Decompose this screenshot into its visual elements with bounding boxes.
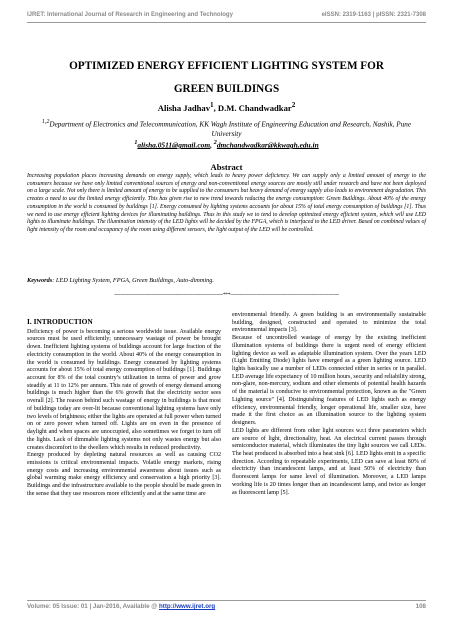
footer-rule <box>27 600 426 601</box>
title-line-2: GREEN BUILDINGS <box>173 83 280 95</box>
keywords-label: Keywords <box>27 277 53 284</box>
author-1-sup: 1 <box>210 101 214 109</box>
affiliation-text: Department of Electronics and Telecommunication, KK Wagh Institute of Engineering Education and Research, Nashik, Pune University <box>49 120 412 138</box>
page-footer <box>27 603 426 610</box>
right-paragraph-3: LED lights are different from other light sources w.r.t three parameters which are source of light, directionality, heat. An electrical current passes through semiconductor material, which illuminates the tiny light sources we call LEDs. The heat produced is absorbed into a heat sink [6]. LED lights emit in a specific direction. According to repeatable experiments, LED can save at least 80% of electricity than incandescent lamps, and at least 50% of electricity than fluorescent lamps for same level of illumination. Moreover, a LED lamps working life is 20 times longer than an incandescent lamp, and twice as longer as fluorescent lamp [5]. <box>232 427 426 496</box>
abstract-body: Increasing population places increasing demands on energy supply, which leads to heavy power deficiency. We can supply only a limited amount of energy to the consumers because we have only limited conventional sources of energy and non-conventional energy sources are mostly still under research and have not been deployed on a large scale. Not only there is limited amount of energy to be supplied to the consumers but heavy demand of energy supply also leads to environment degradation. This creates a need to use the limited energy efficiently. This has given rise to new trend towards reducing the energy consumption: Green Buildings. About 40% of the energy consumption in the world is consumed by buildings [1]. Energy consumed by lighting systems accounts for about 15% of total energy consumption of buildings [1]. Thus we need to use energy efficient lighting devices for illuminating buildings. Thus in this study we to tend to develop optimized energy efficient system, which will use LED lights to illuminate buildings. The illumination intensity of the LED lights will be decided by the FPGA, which is interfaced to the LED driver. Based on combined values of light intensity of the room and occupancy of the room using different sensors, the light output of the LED will be controlled. <box>27 173 427 233</box>
email-separator: , <box>210 140 214 150</box>
page-number: 108 <box>415 603 426 610</box>
email-2-sup: 2 <box>213 140 217 146</box>
right-paragraph-2: Because of uncontrolled wastage of energy by the existing inefficient illumination systems of buildings there is urgent need of energy efficient lighting device as well as adaptable illumination system. Over the years LED (Light Emitting Diode) lights have emerged as a green lighting source. LED lights basically use a number of LEDs connected either in series or in parallel. LED average life expectancy of 10 million hours, security and reliability strong, non-glare, non-mercury, sodium and other elements of potential health hazards of the material is conducive to environmental protection, known as the "Green Lighting source" [4]. Distinguishing features of LED lights such as energy efficiency, environmental friendly, longer operational life, smaller size, have made it the first choice as an illumination source to the lighting system designers. <box>232 335 426 427</box>
right-paragraph-1: environmental friendly. A green building is an environmentally sustainable building, designed, constructed and operated to minimize the total environmental impacts [3]. <box>232 312 426 334</box>
journal-issn: eISSN: 2319-1163 | pISSN: 2321-7308 <box>321 12 426 18</box>
author-emails <box>0 140 453 149</box>
journal-header <box>27 12 426 18</box>
introduction-heading: I. INTRODUCTION <box>27 317 93 326</box>
footer-volume-text: Volume: 05 Issue: 01 | Jan-2016, Available @ <box>27 603 160 610</box>
header-rule <box>27 22 426 23</box>
author-separator: , <box>213 102 218 113</box>
title-line-1: OPTIMIZED ENERGY EFFICIENT LIGHTING SYSTEM FOR <box>69 60 384 72</box>
email-1-link[interactable]: alisha.0511@gmail.com <box>137 140 211 150</box>
journal-url-link[interactable]: http://www.ijret.org <box>159 603 216 610</box>
author-2: D.M. Chandwadkar <box>217 102 292 113</box>
right-column <box>232 312 426 497</box>
left-paragraph-1: Deficiency of power is becoming a serious worldwide issue. Available energy sources must be used efficiently; unnecessary wastage of power be brought down. Inefficient lighting systems of buildings account for large fraction of the electricity consumption in the world. About 40% of the energy consumption in the world is consumed by buildings. Energy consumed by lighting systems accounts for about 15% of total energy consumption of buildings [1]. Buildings account for 8% of the total country’s utilization in terms of power and grow steadily at 11 to 12% per annum. This rate of growth of energy demand among buildings is much higher than the 6% growth that the electricity sector sees overall [2]. The reason behind such wastage of energy in buildings is that most of buildings today are over-lit because conventional lighting systems have only two levels of brightness; either the lights are operated at full power when turned on or zero power when turned off. Lights are on even in the presence of daylight and when spaces are unoccupied, also sometimes we forget to turn off the lights. Lack of dimmable lighting systems not only wastes energy but also creates discomfort to the dwellers which results in reduced productivity. <box>27 328 221 451</box>
paper-title <box>40 55 413 101</box>
email-1-sup: 1 <box>134 140 138 146</box>
abstract-heading: Abstract <box>210 162 243 172</box>
affiliation-sup: 1,2 <box>41 119 50 125</box>
affiliation <box>36 118 417 140</box>
email-2-link[interactable]: dmchandwadkar@kkwagh.edu.in <box>216 140 319 150</box>
keywords <box>27 277 426 284</box>
keywords-text: : LED Lighting System, FPGA, Green Buildings, Auto-dimming. <box>52 277 214 284</box>
author-2-sup: 2 <box>291 101 296 109</box>
author-list <box>0 101 453 113</box>
footer-volume <box>27 603 215 610</box>
author-1: Alisha Jadhav <box>157 102 211 113</box>
left-column <box>27 318 221 499</box>
journal-name: IJRET: International Journal of Research in Engineering and Technology <box>27 12 233 18</box>
left-paragraph-2: Energy produced by depleting natural resources as well as causing CO2 emissions is critical environmental impacts. Volatile energy markets, rising energy costs and increasing environmental awareness about issues such as global warming make energy efficiency and conservation a high priority [3]. Buildings and the infrastructure available to the people should be made green in the sense that they use resources more efficiently and at the same time are <box>27 452 221 497</box>
section-divider: -----------------------------------------------------------------------***----------------------------------------------------------------------- <box>114 292 339 298</box>
